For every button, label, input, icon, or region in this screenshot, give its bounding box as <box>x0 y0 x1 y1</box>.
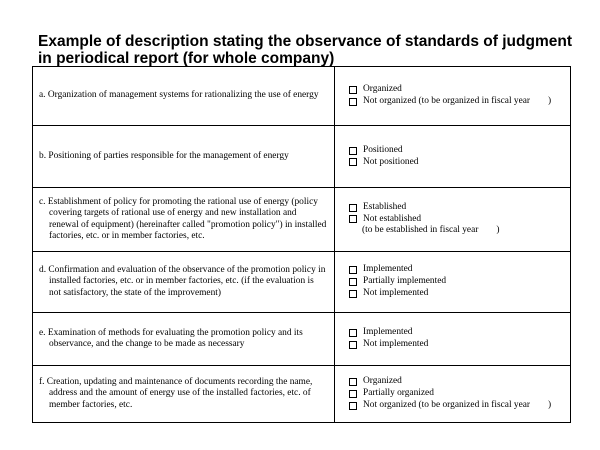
checkbox[interactable] <box>349 158 357 166</box>
checkbox[interactable] <box>349 402 357 410</box>
option-not-organized[interactable]: Not organized (to be organized in fiscal year ) <box>349 96 570 108</box>
document-title: Example of description stating the observance of standards of judgment in periodical report (for whole company) <box>38 33 572 67</box>
checkbox[interactable] <box>349 215 357 223</box>
option-partially-organized[interactable]: Partially organized <box>349 388 570 400</box>
option-implemented[interactable]: Implemented <box>349 264 570 276</box>
checkbox[interactable] <box>349 266 357 274</box>
option-positioned[interactable]: Positioned <box>349 145 570 157</box>
checkbox[interactable] <box>349 98 357 106</box>
option-fiscal-year-note: (to be established in fiscal year ) <box>362 225 500 236</box>
option-established[interactable]: Established <box>349 202 570 214</box>
checkbox[interactable] <box>349 147 357 155</box>
row-options <box>335 366 570 422</box>
row-options <box>335 188 570 251</box>
row-description: c. Establishment of policy for promoting the rational use of energy (policy covering targets of rational use of energy and new installation and renewal of equipment) (hereinafter called "promotion policy") in installed factories, etc. or in member factories, etc. <box>33 188 335 251</box>
checkbox[interactable] <box>349 341 357 349</box>
row-description: f. Creation, updating and maintenance of documents recording the name, address and the amount of energy use of the installed factories, etc. of member factories, etc. <box>33 366 335 422</box>
option-not-implemented[interactable]: Not implemented <box>349 288 570 300</box>
checkbox[interactable] <box>349 378 357 386</box>
row-description: b. Positioning of parties responsible for the management of energy <box>33 126 335 187</box>
checkbox[interactable] <box>349 278 357 286</box>
checkbox[interactable] <box>349 390 357 398</box>
checkbox[interactable] <box>349 86 357 94</box>
option-not-implemented[interactable]: Not implemented <box>349 339 570 351</box>
row-description: d. Confirmation and evaluation of the observance of the promotion policy in installed factories, etc. or in member factories, etc. (if the evaluation is not satisfactory, the state of the improvement) <box>33 252 335 312</box>
row-options <box>335 67 570 125</box>
option-organized[interactable]: Organized <box>349 84 570 96</box>
table-row <box>33 252 570 313</box>
row-options <box>335 313 570 365</box>
table-row <box>33 67 570 126</box>
checkbox[interactable] <box>349 329 357 337</box>
option-organized[interactable]: Organized <box>349 376 570 388</box>
checkbox[interactable] <box>349 204 357 212</box>
option-partially-implemented[interactable]: Partially implemented <box>349 276 570 288</box>
table-row <box>33 126 570 188</box>
row-options <box>335 252 570 312</box>
option-not-organized[interactable]: Not organized (to be organized in fiscal year ) <box>349 400 570 412</box>
checkbox[interactable] <box>349 290 357 298</box>
option-implemented[interactable]: Implemented <box>349 327 570 339</box>
table-row <box>33 188 570 252</box>
table-row <box>33 366 570 422</box>
table-row <box>33 313 570 366</box>
option-not-positioned[interactable]: Not positioned <box>349 157 570 169</box>
row-description: e. Examination of methods for evaluating the promotion policy and its observance, and the change to be made as necessary <box>33 313 335 365</box>
standards-table <box>32 66 571 423</box>
row-description: a. Organization of management systems for rationalizing the use of energy <box>33 67 335 125</box>
row-options <box>335 126 570 187</box>
option-not-established[interactable]: Not established <box>349 214 570 226</box>
